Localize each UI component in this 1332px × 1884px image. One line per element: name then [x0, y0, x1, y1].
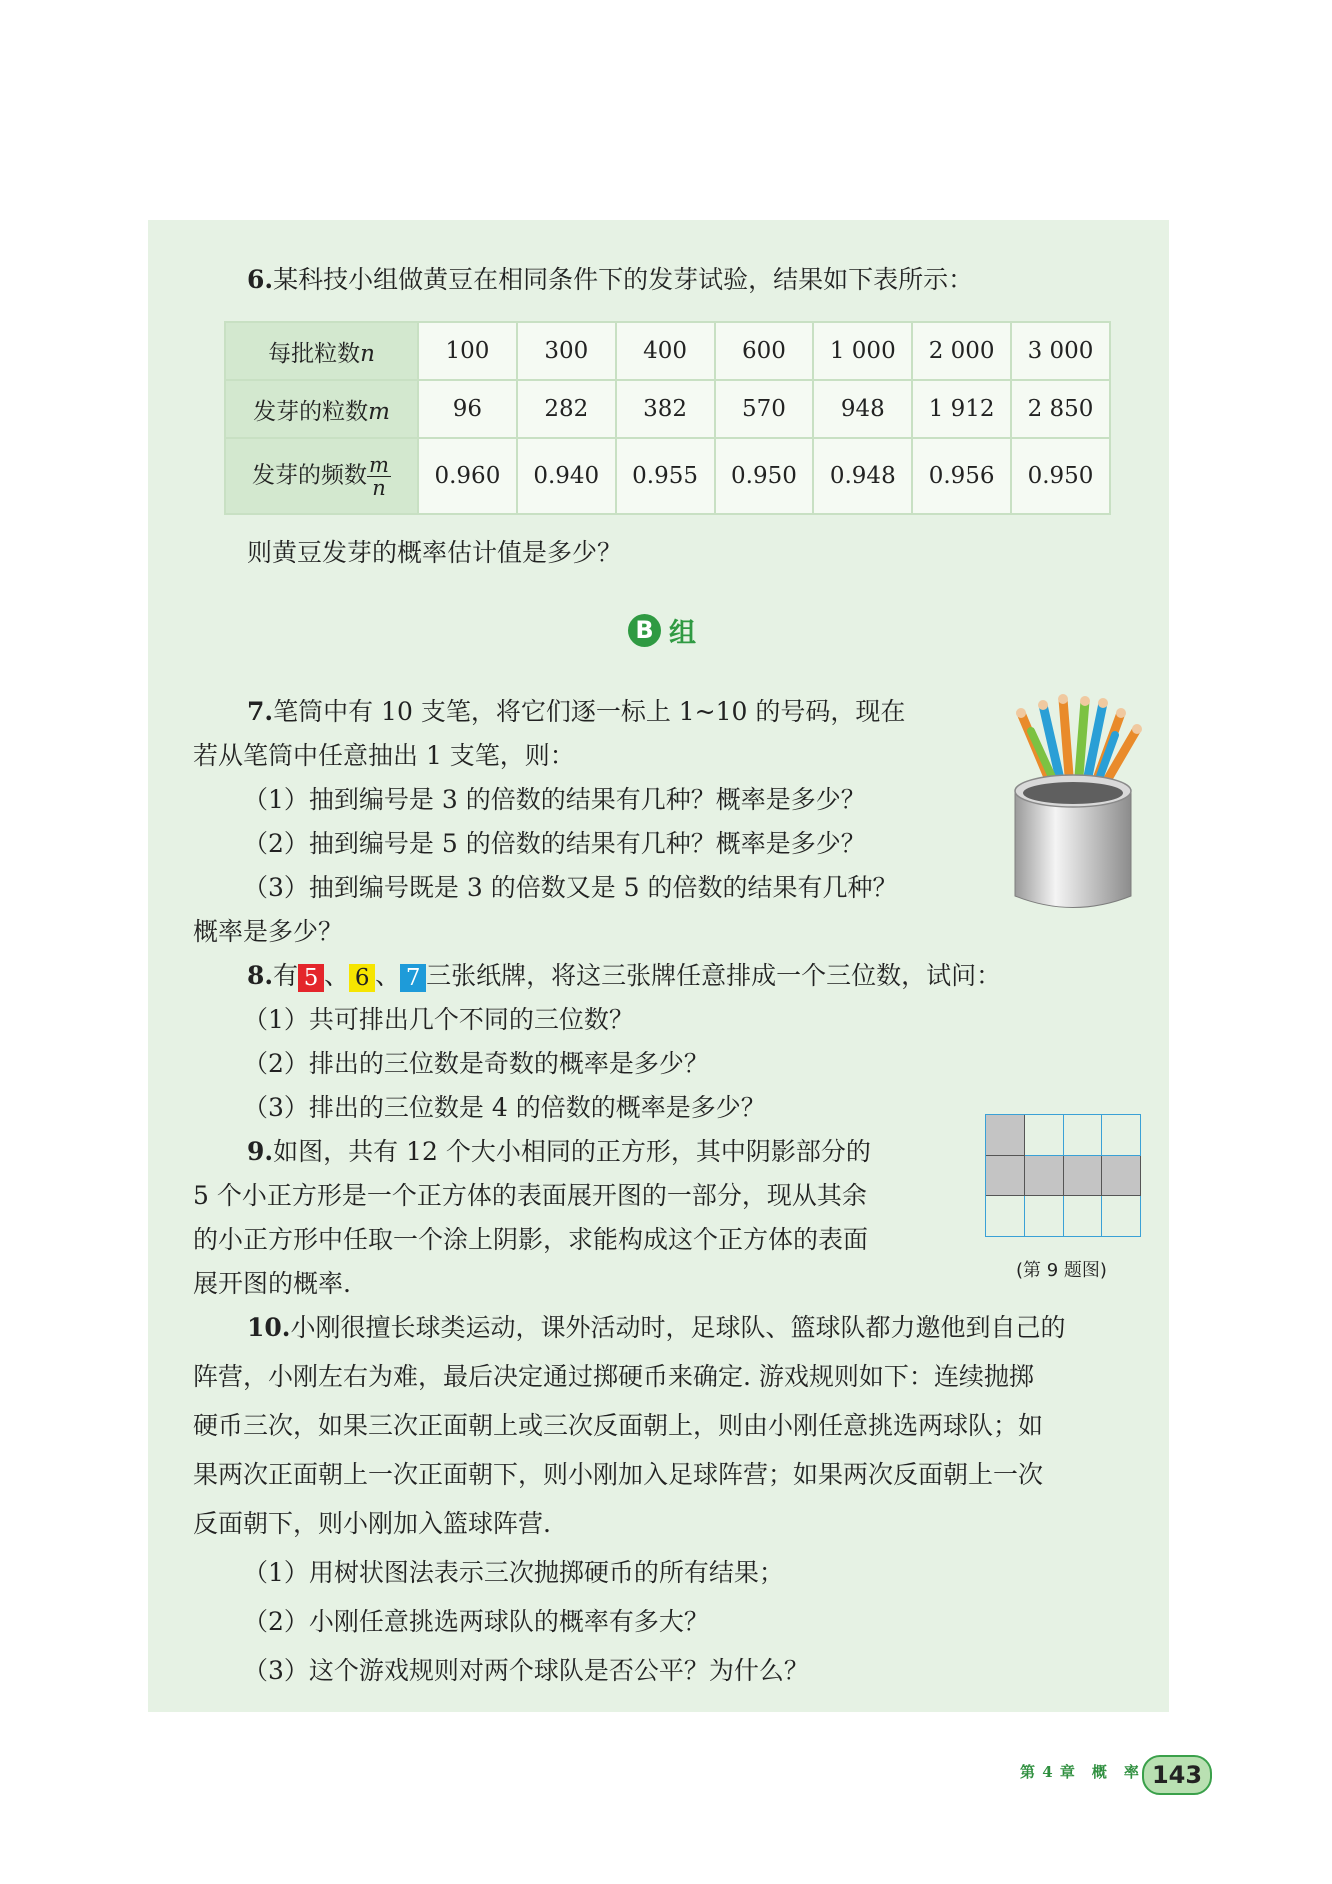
table-row	[225, 380, 1110, 438]
table-cell: 282	[517, 380, 616, 438]
table-cell: 600	[715, 322, 814, 380]
shaded-square	[1025, 1156, 1064, 1197]
germination-table	[224, 321, 1111, 515]
table-cell: 0.940	[517, 438, 616, 514]
card-6: 6	[349, 964, 375, 992]
table-cell: 3 000	[1011, 322, 1110, 380]
table-cell: 0.955	[616, 438, 715, 514]
table-cell: 948	[813, 380, 912, 438]
q9-line4: 展开图的概率.	[193, 1269, 351, 1298]
table-row	[225, 322, 1110, 380]
table-cell: 0.948	[813, 438, 912, 514]
q7-sub1: （1）抽到编号是 3 的倍数的结果有几种？概率是多少？	[243, 785, 866, 814]
row-header: 每批粒数n	[225, 322, 418, 380]
q6-question: 则黄豆发芽的概率估计值是多少？	[247, 538, 623, 567]
table-cell: 400	[616, 322, 715, 380]
table-cell: 300	[517, 322, 616, 380]
row-header: 发芽的粒数m	[225, 380, 418, 438]
table-cell: 96	[418, 380, 517, 438]
q10-sub1: （1）用树状图法表示三次抛掷硬币的所有结果；	[243, 1558, 784, 1587]
grid-square	[1025, 1196, 1064, 1237]
q7-sub3-cont: 概率是多少？	[193, 917, 344, 946]
shaded-square	[1102, 1156, 1141, 1197]
table-row	[225, 438, 1110, 514]
table-cell: 100	[418, 322, 517, 380]
q10-line3: 硬币三次，如果三次正面朝上或三次反面朝上，则由小刚任意挑选两球队；如	[193, 1411, 1044, 1440]
grid-square	[1102, 1196, 1141, 1237]
grid-square	[986, 1196, 1025, 1237]
shaded-square	[1064, 1156, 1103, 1197]
grid-square	[1102, 1115, 1141, 1156]
q8-sub3: （3）排出的三位数是 4 的倍数的概率是多少？	[243, 1093, 766, 1122]
figure-caption: (第 9 题图)	[1016, 1260, 1107, 1281]
card-7: 7	[400, 964, 426, 992]
q6-number: 6.	[247, 265, 274, 294]
q10-line4: 果两次正面朝上一次正面朝下，则小刚加入足球阵营；如果两次反面朝上一次	[193, 1460, 1044, 1489]
table-cell: 570	[715, 380, 814, 438]
q8-sub1: （1）共可排出几个不同的三位数？	[243, 1005, 634, 1034]
pencil-cup-illustration	[1003, 691, 1148, 916]
q10-line2: 阵营，小刚左右为难，最后决定通过掷硬币来确定. 游戏规则如下：连续抛掷	[193, 1362, 1034, 1391]
table-cell: 1 912	[912, 380, 1011, 438]
card-5: 5	[298, 964, 324, 992]
table-cell: 2 850	[1011, 380, 1110, 438]
table-cell: 0.956	[912, 438, 1011, 514]
group-b-badge: B	[628, 614, 661, 647]
cube-net-grid	[985, 1114, 1141, 1237]
q10-sub3: （3）这个游戏规则对两个球队是否公平？为什么？	[243, 1656, 809, 1685]
table-cell: 382	[616, 380, 715, 438]
q10-line1: 10.小刚很擅长球类运动，课外活动时，足球队、篮球队都力邀他到自己的	[247, 1313, 1066, 1342]
q7-sub2: （2）抽到编号是 5 的倍数的结果有几种？概率是多少？	[243, 829, 866, 858]
grid-square	[1064, 1196, 1103, 1237]
q9-line2: 5 个小正方形是一个正方体的表面展开图的一部分，现从其余	[193, 1181, 867, 1210]
q8-stem: 8.有 5 、 6 、 7 三张纸牌，将这三张牌任意排成一个三位数，试问：	[247, 961, 1002, 991]
group-b-heading: B 组	[628, 612, 696, 648]
table-cell: 0.950	[1011, 438, 1110, 514]
q6-text: 某科技小组做黄豆在相同条件下的发芽试验，结果如下表所示：	[273, 265, 974, 294]
row-header: 发芽的频数 $\frac{m}{n}$	[225, 438, 418, 514]
page-number-badge: 143	[1142, 1755, 1212, 1795]
q9-line1: 9.如图，共有 12 个大小相同的正方形，其中阴影部分的	[247, 1137, 871, 1166]
grid-square	[1064, 1115, 1103, 1156]
fraction: $\frac{m}{n}$	[369, 452, 389, 500]
table-cell: 0.960	[418, 438, 517, 514]
grid-square	[1025, 1115, 1064, 1156]
shaded-square	[986, 1115, 1025, 1156]
q8-sub2: （2）排出的三位数是奇数的概率是多少？	[243, 1049, 709, 1078]
q7-line2: 若从笔筒中任意抽出 1 支笔，则：	[193, 741, 575, 770]
q7-sub3: （3）抽到编号既是 3 的倍数又是 5 的倍数的结果有几种？	[243, 873, 898, 902]
table-cell: 0.950	[715, 438, 814, 514]
shaded-square	[986, 1156, 1025, 1197]
q10-sub2: （2）小刚任意挑选两球队的概率有多大？	[243, 1607, 709, 1636]
q9-line3: 的小正方形中任取一个涂上阴影，求能构成这个正方体的表面	[193, 1225, 869, 1254]
q6-stem	[247, 265, 973, 295]
q7-line1: 7.笔筒中有 10 支笔，将它们逐一标上 1~10 的号码，现在	[247, 697, 906, 726]
table-cell: 2 000	[912, 322, 1011, 380]
table-cell: 1 000	[813, 322, 912, 380]
q10-line5: 反面朝下，则小刚加入篮球阵营.	[193, 1509, 551, 1538]
chapter-footer: 第 4 章 概 率	[1020, 1763, 1140, 1781]
